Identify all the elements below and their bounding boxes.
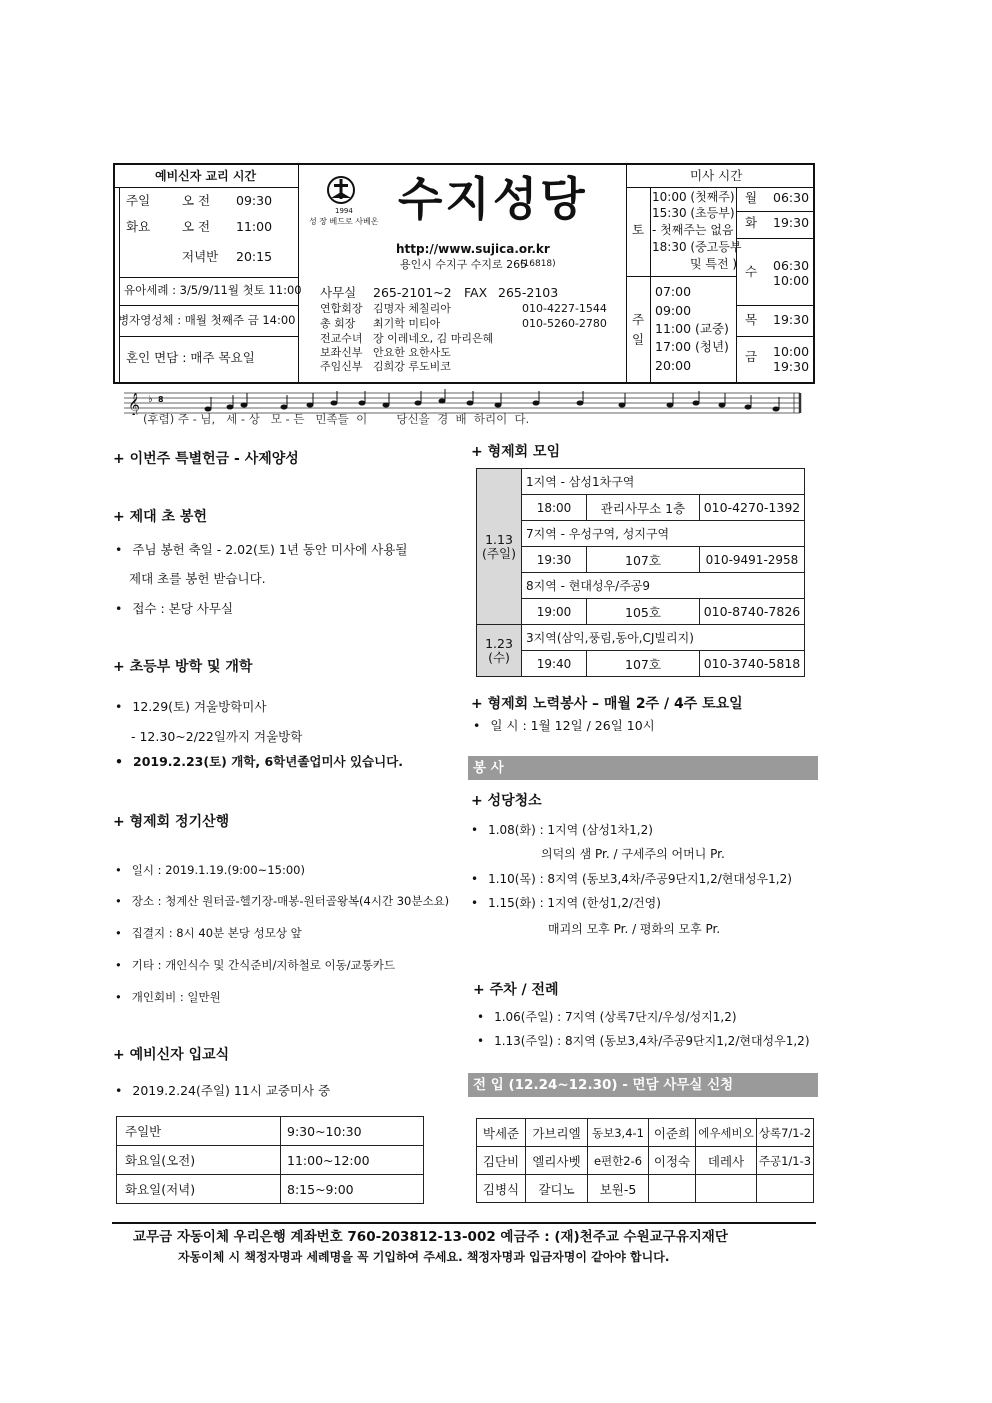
class-name: 화요일(오전): [117, 1146, 281, 1175]
altar-candles-item: • 접수 : 본당 사무실: [115, 599, 233, 617]
contact-role: 주임신부: [320, 360, 363, 373]
catechumen-title: 예비신자 교리 시간: [155, 169, 257, 183]
transfer-cell: 주공1/1-3: [757, 1147, 814, 1175]
transfer-cell: [696, 1175, 757, 1203]
church-name: 수지성당: [398, 172, 588, 226]
class-name: 주일반: [117, 1117, 281, 1146]
cleaning-item: 의덕의 샘 Pr. / 구세주의 어머니 Pr.: [541, 847, 725, 861]
logo-year: 1994: [335, 207, 353, 215]
vacation-item: - 12.30~2/22일까지 겨울방학: [131, 729, 303, 744]
contact-role: 연합회장: [320, 302, 363, 315]
transfer-cell: 데레사: [696, 1147, 757, 1175]
vacation-item: • 12.29(토) 겨울방학미사: [115, 697, 266, 715]
sat-time: 10:00 (첫째주): [652, 190, 735, 204]
sun-time: 09:00: [655, 303, 692, 318]
cleaning-item: • 1.15(화) : 1지역 (한성1,2/건영): [471, 894, 661, 911]
meeting-group: 1지역 - 삼성1차구역: [522, 469, 805, 495]
catechumen-time: 09:30: [236, 193, 273, 208]
section-labor-service: + 형제회 노력봉사 – 매월 2주 / 4주 토요일: [471, 696, 743, 712]
transfer-cell: 이정숙: [649, 1147, 696, 1175]
office-phone: 265-2101~2: [373, 285, 452, 300]
fax-number: 265-2103: [498, 285, 559, 300]
catechumen-time: 11:00: [236, 219, 273, 234]
section-church-cleaning: + 성당청소: [471, 793, 542, 809]
hiking-item: • 기타 : 개인식수 및 간식준비/지하철로 이동/교통카드: [115, 957, 395, 973]
sun-label: 주일: [632, 312, 645, 347]
catechumen-ampm: 저녁반: [182, 249, 219, 264]
class-name: 화요일(저녁): [117, 1175, 281, 1204]
contact-name: 최기학 미티아: [373, 317, 441, 330]
table-row: [117, 1175, 424, 1204]
transfer-section-bar: 전 입 (12.24~12.30) - 면담 사무실 신청: [468, 1073, 818, 1097]
labor-service-item: • 일 시 : 1월 12일 / 26일 10시: [473, 716, 655, 734]
sun-time: 07:00: [655, 284, 692, 299]
class-time: 9:30~10:30: [281, 1117, 424, 1146]
sat-time: - 첫째주는 없음: [652, 223, 734, 237]
section-catechumen-entry: + 예비신자 입교식: [113, 1047, 230, 1063]
transfer-cell: 김병식: [477, 1175, 526, 1203]
contact-role: 전교수녀: [320, 332, 363, 345]
footer-account-info: 교무금 자동이체 우리은행 계좌번호 760-203812-13-002 예금주 : (재)천주교 수원교구유지재단: [133, 1229, 728, 1245]
transfer-table: [476, 1118, 814, 1203]
meeting-time: 18:00: [522, 495, 587, 521]
infant-baptism: 유아세례 : 3/5/9/11월 첫토 11:00: [124, 283, 302, 297]
weekday-time: 06:30: [773, 190, 810, 205]
meeting-place: 105호: [587, 599, 700, 625]
transfer-cell: 가브리엘: [526, 1119, 588, 1147]
sun-time: 20:00: [655, 358, 692, 373]
table-row: [477, 1147, 814, 1175]
sat-time: 및 특전 ): [690, 257, 738, 271]
parking-item: • 1.13(주일) : 8지역 (동보3,4차/주공9단지1,2/현대성우1,2): [477, 1032, 810, 1049]
transfer-cell: 보원-5: [588, 1175, 649, 1203]
transfer-cell: 에우세비오: [696, 1119, 757, 1147]
contact-role: 총 회장: [320, 317, 356, 330]
catechumen-ampm: 오 전: [182, 219, 211, 234]
section-special-offering: + 이번주 특별헌금 - 사제양성: [113, 451, 299, 467]
cleaning-item: 매괴의 모후 Pr. / 평화의 모후 Pr.: [548, 922, 721, 936]
transfer-cell: 동보3,4-1: [588, 1119, 649, 1147]
table-row: [477, 1175, 814, 1203]
section-hiking: + 형제회 정기산행: [113, 814, 230, 830]
marriage-info: 혼인 면담 : 매주 목요일: [126, 350, 255, 365]
logo-text: 성 장 베드로 사베온: [309, 217, 379, 226]
meeting-time: 19:40: [522, 651, 587, 677]
contact-phone: 010-4227-1544: [522, 302, 607, 315]
meeting-group: 8지역 - 현대성우/주공9: [522, 573, 805, 599]
meeting-place: 107호: [587, 547, 700, 573]
table-row: [477, 1119, 814, 1147]
weekday-time: 19:30: [773, 312, 810, 327]
weekday-label: 수: [745, 264, 758, 279]
meeting-group: 7지역 - 우성구역, 성지구역: [522, 521, 805, 547]
service-section-bar: 봉 사: [468, 756, 818, 780]
meeting-time: 19:00: [522, 599, 587, 625]
footer-note: 자동이체 시 책정자명과 세례명을 꼭 기입하여 주세요. 책정자명과 입금자명이 같아야 합니다.: [178, 1250, 670, 1264]
music-lyrics: (후렴) 주 - 님, 세 - 상 모 - 든 민족들 이 당신을 경 배 하리이 다.: [143, 412, 530, 426]
svg-text:8: 8: [158, 395, 164, 404]
contact-name: 김명자 체칠리아: [373, 302, 451, 315]
weekday-time: 10:00 19:30: [773, 344, 810, 374]
section-brotherhood-meeting: + 형제회 모임: [471, 444, 561, 460]
meeting-phone: 010-9491-2958: [700, 547, 805, 573]
weekday-label: 목: [745, 312, 758, 327]
transfer-cell: 엘리사벳: [526, 1147, 588, 1175]
vacation-item: • 2019.2.23(토) 개학, 6학년졸업미사 있습니다.: [115, 752, 403, 770]
hiking-item: • 장소 : 청계산 원터골-헬기장-매봉-원터골왕복(4시간 30분소요): [115, 893, 449, 909]
altar-candles-item: • 주님 봉헌 축일 - 2.02(토) 1년 동안 미사에 사용될: [115, 540, 407, 558]
address: 용인시 수지구 수지로 265: [400, 258, 528, 271]
website-link[interactable]: http://www.sujica.or.kr: [396, 242, 550, 256]
hiking-item: • 일시 : 2019.1.19.(9:00~15:00): [115, 862, 305, 878]
transfer-cell: 이준희: [649, 1119, 696, 1147]
office-label: 사무실: [320, 285, 357, 300]
meeting-group: 3지역(삼익,풍림,동아,CJ빌리지): [522, 625, 805, 651]
weekday-label: 월: [745, 190, 758, 205]
section-altar-candles: + 제대 초 봉헌: [113, 509, 207, 525]
transfer-cell: 상록7/1-2: [757, 1119, 814, 1147]
parking-item: • 1.06(주일) : 7지역 (상록7단지/우성/성지1,2): [477, 1008, 737, 1025]
section-school-vacation: + 초등부 방학 및 개학: [113, 659, 253, 675]
contact-name: 장 이레네오, 김 마리은혜: [373, 332, 494, 345]
altar-candles-item: 제대 초를 봉헌 받습니다.: [129, 571, 266, 586]
meeting-place: 관리사무소 1층: [587, 495, 700, 521]
hiking-item: • 개인회비 : 일만원: [115, 989, 221, 1005]
sun-time: 11:00 (교중): [655, 321, 729, 336]
svg-text:𝄞: 𝄞: [128, 392, 140, 415]
footer-divider: [112, 1222, 816, 1224]
meeting-date: 1.23 (수): [477, 625, 522, 677]
church-logo-icon: [326, 174, 356, 206]
transfer-cell: 갈디노: [526, 1175, 588, 1203]
weekday-label: 금: [745, 349, 758, 364]
cleaning-item: • 1.08(화) : 1지역 (삼성1차1,2): [471, 821, 653, 838]
sun-time: 17:00 (청년): [655, 339, 729, 354]
catechumen-entry-item: • 2019.2.24(주일) 11시 교중미사 중: [115, 1081, 330, 1099]
mass-title: 미사 시간: [690, 168, 743, 183]
table-row: [117, 1117, 424, 1146]
hiking-item: • 집결지 : 8시 40분 본당 성모상 앞: [115, 925, 302, 941]
postal-code: (16818): [520, 259, 556, 269]
contact-name: 김희강 루도비코: [373, 360, 451, 373]
contact-role: 보좌신부: [320, 346, 363, 359]
transfer-cell: 김단비: [477, 1147, 526, 1175]
transfer-cell: 박세준: [477, 1119, 526, 1147]
weekday-label: 화: [745, 215, 758, 230]
transfer-cell: [649, 1175, 696, 1203]
catechumen-day: 화요: [126, 219, 151, 234]
catechumen-time: 20:15: [236, 249, 273, 264]
table-row: [117, 1146, 424, 1175]
weekday-time: 19:30: [773, 215, 810, 230]
sat-time: 15:30 (초등부): [652, 206, 735, 220]
meeting-place: 107호: [587, 651, 700, 677]
fax-label: FAX: [464, 285, 488, 300]
class-time: 11:00~12:00: [281, 1146, 424, 1175]
meeting-phone: 010-4270-1392: [700, 495, 805, 521]
sat-label: 토: [632, 222, 645, 237]
sat-time: 18:30 (중고등부: [652, 240, 742, 254]
section-parking-liturgy: + 주차 / 전례: [473, 982, 559, 998]
anointing-info: 병자영성체 : 매월 첫째주 금 14:00: [118, 313, 296, 327]
transfer-cell: [757, 1175, 814, 1203]
catechumen-day: 주일: [126, 193, 151, 208]
transfer-cell: e편한2-6: [588, 1147, 649, 1175]
contact-name: 안요한 요한사도: [373, 346, 451, 359]
cleaning-item: • 1.10(목) : 8지역 (동보3,4차/주공9단지1,2/현대성우1,2): [471, 870, 792, 887]
meeting-phone: 010-3740-5818: [700, 651, 805, 677]
class-time: 8:15~9:00: [281, 1175, 424, 1204]
meeting-date: 1.13 (주일): [477, 469, 522, 625]
svg-text:♭: ♭: [148, 394, 153, 405]
contact-phone: 010-5260-2780: [522, 317, 607, 330]
class-schedule-table: [116, 1116, 424, 1204]
meeting-phone: 010-8740-7826: [700, 599, 805, 625]
meeting-time: 19:30: [522, 547, 587, 573]
meeting-table: [476, 468, 805, 677]
weekday-time: 06:30 10:00: [773, 258, 810, 288]
catechumen-ampm: 오 전: [182, 193, 211, 208]
